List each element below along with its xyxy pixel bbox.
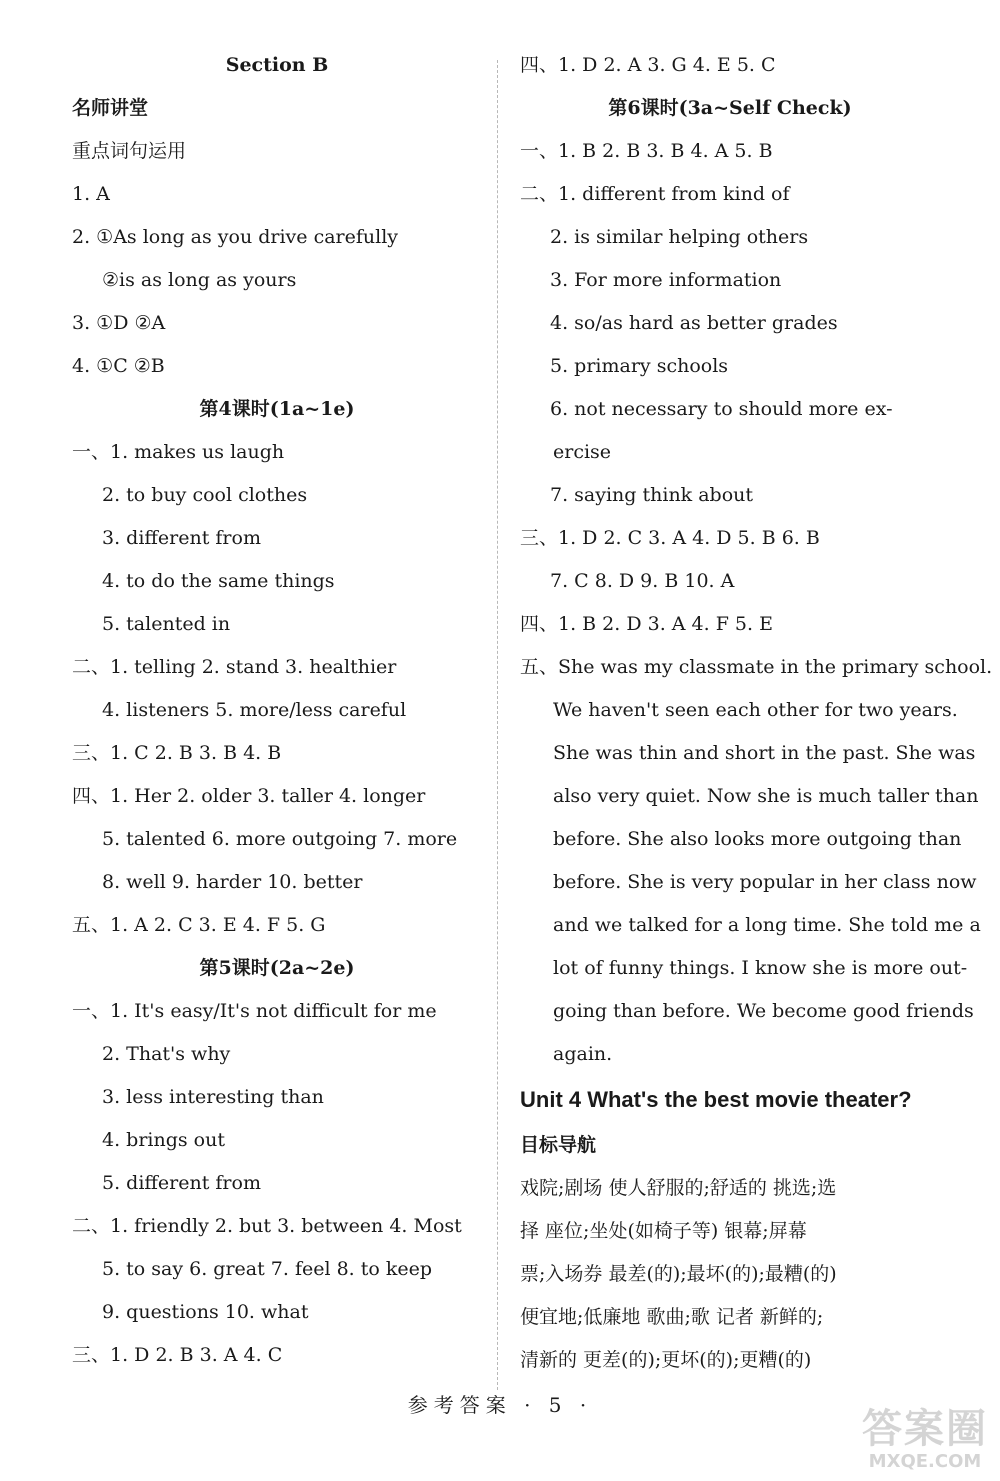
- right-answer-line: 一、1. B 2. B 3. B 4. A 5. B: [520, 140, 773, 162]
- watermark-logo: [862, 1407, 988, 1473]
- left-answer-line: 二、1. friendly 2. but 3. between 4. Most: [72, 1215, 462, 1237]
- right-answer-line: 票;入场券 最差(的);最坏(的);最糟(的): [520, 1263, 837, 1285]
- right-answer-line: before. She is very popular in her class now: [553, 871, 977, 893]
- right-answer-line: before. She also looks more outgoing than: [553, 828, 962, 850]
- right-answer-line: 便宜地;低廉地 歌曲;歌 记者 新鲜的;: [520, 1306, 824, 1328]
- left-answer-line: 2. That's why: [102, 1043, 231, 1065]
- right-answer-line: ercise: [553, 441, 612, 463]
- left-answer-line: 4. listeners 5. more/less careful: [102, 699, 407, 721]
- right-answer-line: 二、1. different from kind of: [520, 183, 790, 205]
- left-answer-line: ②is as long as yours: [102, 269, 297, 291]
- watermark-url: MXQE.COM: [868, 1451, 982, 1472]
- right-answer-line: 6. not necessary to should more ex-: [550, 398, 893, 420]
- left-answer-line: 五、1. A 2. C 3. E 4. F 5. G: [72, 914, 326, 936]
- right-answer-line: 目标导航: [520, 1134, 597, 1156]
- left-answer-line: 一、1. It's easy/It's not difficult for me: [72, 1000, 437, 1022]
- left-answer-line: 1. A: [72, 183, 110, 205]
- left-answer-line: 3. ①D ②A: [72, 312, 166, 334]
- left-answer-line: 5. to say 6. great 7. feel 8. to keep: [102, 1258, 433, 1280]
- left-answer-line: 3. different from: [102, 527, 261, 549]
- left-answer-line: 4. to do the same things: [102, 570, 335, 592]
- right-answer-line: 四、1. D 2. A 3. G 4. E 5. C: [520, 54, 776, 76]
- right-answer-line: again.: [553, 1043, 613, 1065]
- left-answer-line: 四、1. Her 2. older 3. taller 4. longer: [72, 785, 426, 807]
- left-answer-line: 三、1. D 2. B 3. A 4. C: [72, 1344, 283, 1366]
- right-answer-line: 第6课时(3a~Self Check): [608, 97, 852, 119]
- right-answer-line: 三、1. D 2. C 3. A 4. D 5. B 6. B: [520, 527, 820, 549]
- right-answer-line: going than before. We become good friends: [553, 1000, 974, 1022]
- left-answer-line: 9. questions 10. what: [102, 1301, 309, 1323]
- left-answer-line: 2. ①As long as you drive carefully: [72, 226, 399, 248]
- left-answer-line: 一、1. makes us laugh: [72, 441, 285, 463]
- left-answer-line: 4. brings out: [102, 1129, 225, 1151]
- left-answer-line: 重点词句运用: [72, 140, 187, 162]
- right-answer-line: 四、1. B 2. D 3. A 4. F 5. E: [520, 613, 773, 635]
- right-answer-line: 择 座位;坐处(如椅子等) 银幕;屏幕: [520, 1220, 807, 1242]
- left-answer-line: 4. ①C ②B: [72, 355, 165, 377]
- left-answer-line: 2. to buy cool clothes: [102, 484, 308, 506]
- right-answer-line: also very quiet. Now she is much taller than: [553, 785, 979, 807]
- right-answer-line: 7. C 8. D 9. B 10. A: [550, 570, 735, 592]
- left-answer-line: 3. less interesting than: [102, 1086, 324, 1108]
- left-answer-line: 三、1. C 2. B 3. B 4. B: [72, 742, 282, 764]
- right-answer-line: lot of funny things. I know she is more out-: [553, 957, 968, 979]
- right-column: [520, 44, 993, 1382]
- right-answer-line: Unit 4 What's the best movie theater?: [520, 1087, 912, 1112]
- left-answer-line: 第5课时(2a~2e): [199, 957, 355, 979]
- page-footer: 参考答案 · 5 ·: [407, 1393, 593, 1417]
- left-answer-line: 5. talented in: [102, 613, 231, 635]
- right-answer-line: 清新的 更差(的);更坏(的);更糟(的): [520, 1349, 812, 1371]
- left-answer-line: Section B: [225, 54, 329, 76]
- right-answer-line: 3. For more information: [550, 269, 782, 291]
- left-answer-line: 5. talented 6. more outgoing 7. more: [102, 828, 458, 850]
- left-answer-line: 二、1. telling 2. stand 3. healthier: [72, 656, 397, 678]
- right-answer-line: 5. primary schools: [550, 355, 729, 377]
- right-answer-line: 戏院;剧场 使人舒服的;舒适的 挑选;选: [520, 1177, 837, 1199]
- right-answer-line: We haven't seen each other for two years.: [553, 699, 958, 721]
- right-answer-line: 五、She was my classmate in the primary school.: [520, 656, 993, 678]
- left-answer-line: 5. different from: [102, 1172, 261, 1194]
- left-answer-line: 第4课时(1a~1e): [199, 398, 355, 420]
- right-answer-line: and we talked for a long time. She told me a: [553, 914, 981, 936]
- right-answer-line: 7. saying think about: [550, 484, 754, 506]
- column-divider: [497, 60, 498, 1390]
- left-answer-line: 8. well 9. harder 10. better: [102, 871, 363, 893]
- right-answer-line: She was thin and short in the past. She was: [553, 742, 976, 764]
- left-answer-line: 名师讲堂: [72, 97, 149, 119]
- watermark-text: 答案圈: [862, 1406, 988, 1452]
- right-answer-line: 2. is similar helping others: [550, 226, 809, 248]
- right-answer-line: 4. so/as hard as better grades: [550, 312, 838, 334]
- left-column: [72, 44, 482, 1377]
